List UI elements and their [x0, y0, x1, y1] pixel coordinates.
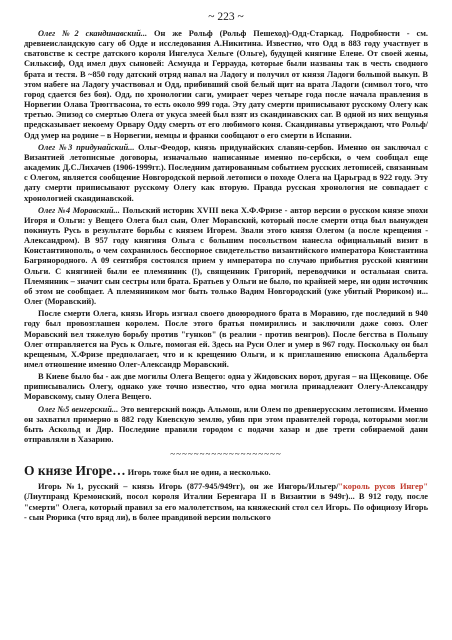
section-heading-note: Игорь тоже был не один, а несколько. — [125, 468, 271, 478]
paragraph-body: Он же Рольф (Рольф Пешеход)-Одд-Старкад. Подробности - см. древнеисландскую сагу об Одде и исследования А.Никитина. Известно, что Одд в 883 году участвует в сватовстве к сестре датского короля Ингелуса Хельге (Ольге), будущей княгине Елене. От своей жены, Сильксиф, Одд имел двух сыновей: Асмунда и Геррауда, которые были названы так в честь сводного брата и тестя. В ~850 году датский отряд напал на Ладогу и получил от князя Ладоги большой выкуп. В этом набеге на Ладогу участвовал и Одд, прибивший свой белый щит на врата Ладоги (символ того, что город сдается без боя). Одд, по хронологии саги, умирает через четыре года после начала правления в Норвегии Олава Трюггвасона, то есть около 999 года. Эту дату смерти приписывают русскому Олегу как третью. Эпизод со смертью Олега от укуса змеей был взят из скандинавских саг. В одной из них вещунья предсказывает некоему Орвару Одду смерть от его любимого коня. Скандинавы утверждают, что Рольф/Одд умер на родине – в Норвегии, немцы и франки сообщают о его смерти в Испании. — [24, 29, 428, 140]
paragraph-kiev-graves — [24, 372, 428, 402]
section-heading-title: О князе Игоре… — [24, 463, 126, 479]
paragraph-body: Ольг-Феодор, князь придунайских славян-сербов. Именно он заключал с Византией летописные договоры, изначально написанные именно по-сербски, о чем сообщал еще академик Д.С.Лихачев (1906-1999гг.). Последним датированным событием русских летописей, связанным с Олегом, является сообщение Новгородской первой летописи о походе Олега на Царьград в 922 году. Эту дату смерти приписывают русскому Олегу как вторую. Правда русская хронология не совпадает с хронологией скандинавской. — [24, 142, 428, 203]
paragraph-lead: Олег №3 придунайский... — [38, 142, 135, 152]
paragraph-lead: Олег №2 скандинавский... — [38, 29, 148, 38]
paragraph-oleg-4 — [24, 206, 428, 308]
paragraph-body-start: Игорь №1, русский – князь Игорь (877-945/949гг), он же Ингорь/Ильгер/ — [38, 482, 339, 492]
paragraph-body: Это венгерский вождь Альмош, или Олем по древнерусским летописям. Именно он захватил примерно в 882 году Киевскую землю, убив при этом правителей города, которыми могли быть Аскольд и Дир. Последние правили городом с подачи хазар и две трети собираемой дани отправляли в Хазарию. — [24, 404, 428, 445]
paragraph-oleg-5 — [24, 405, 428, 446]
section-divider: ~~~~~~~~~~~~~~~~~~~ — [170, 449, 282, 460]
page-number: ~ 223 ~ — [208, 11, 244, 23]
paragraph-oleg-2 — [24, 29, 428, 141]
paragraph-body-rest: (Лиутпранд Кремонский, посол короля Италии Беренгара II в Византии в 949г)... В 912 году, после "смерти" Олега, который правил за его малолетством, на княжеский стол сел Игорь. По официозу Игорь - сын Рюрика (что вряд ли), в более правдивой версии польского — [24, 492, 428, 522]
paragraph-lead: Олег №5 венгерский... — [38, 404, 119, 414]
paragraph-body: Польский историк XVIII века Х.Ф.Фризе - автор версии о русском князе эпохи Игоря и Ольги: у Вещего Олега был сын, Олег Моравский, который после смерти отца был вынужден покинуть Русь в результате борьбы с князем Игорем. Звали этого князя Олегом (а после крещения - Александром). В 957 году княгиня Ольга с большим посольством нанесла официальный визит в Константинополь, о чем сохранилось бесспорное свидетельство византийского императора Константина Багрянородного. А 09 сентября состоялся прием у императора по случаю прибытия русской княгини Ольги. С княгиней были ее племянник (!), священник Григорий, переводчики и остальная свита. Племянник – значит сын сестры или брата. Братьев у Ольги не было, по крайней мере, ни один источник об этом не сообщает. А племянником мог быть только Вадим Новгородский (уже убитый Рюриком) и... Олег (Моравский). — [24, 205, 428, 307]
highlighted-quote: "король русов Ингер" — [338, 482, 428, 492]
section-heading — [24, 463, 428, 481]
paragraph-body: В Киеве было бы - аж две могилы Олега Вещего: одна у Жидовских ворот, другая – на Щековице. Обе приписывались Олегу, однако уже точно известно, что одна могила принадлежит Олегу-Александру Моравскому, сыну Олега Вещего. — [24, 372, 428, 402]
paragraph-lead: Олег №4 Моравский... — [38, 205, 120, 215]
paragraph-oleg-4-continued — [24, 309, 428, 370]
paragraph-oleg-3 — [24, 143, 428, 204]
paragraph-body: После смерти Олега, князь Игорь изгнал своего двоюродного брата в Моравию, где последний в 940 году был провозглашен королем. После этого братья помирились и заключили даже союз. Олег Моравский вел тяжелую борьбу против "гунков" (в реалии - против венгров). После бегства в Польшу Олег отправляется на Русь к Ольге, помогая ей. Здесь на Руси Олег и умер в 967 году. Поскольку он был крещеным, Х.Фризе предполагает, что и к крещению Ольги, и к приглашению епископа Адальберта имел отношение именно Олег-Александр Моравский. — [24, 309, 428, 369]
paragraph-igor-1 — [24, 482, 428, 523]
